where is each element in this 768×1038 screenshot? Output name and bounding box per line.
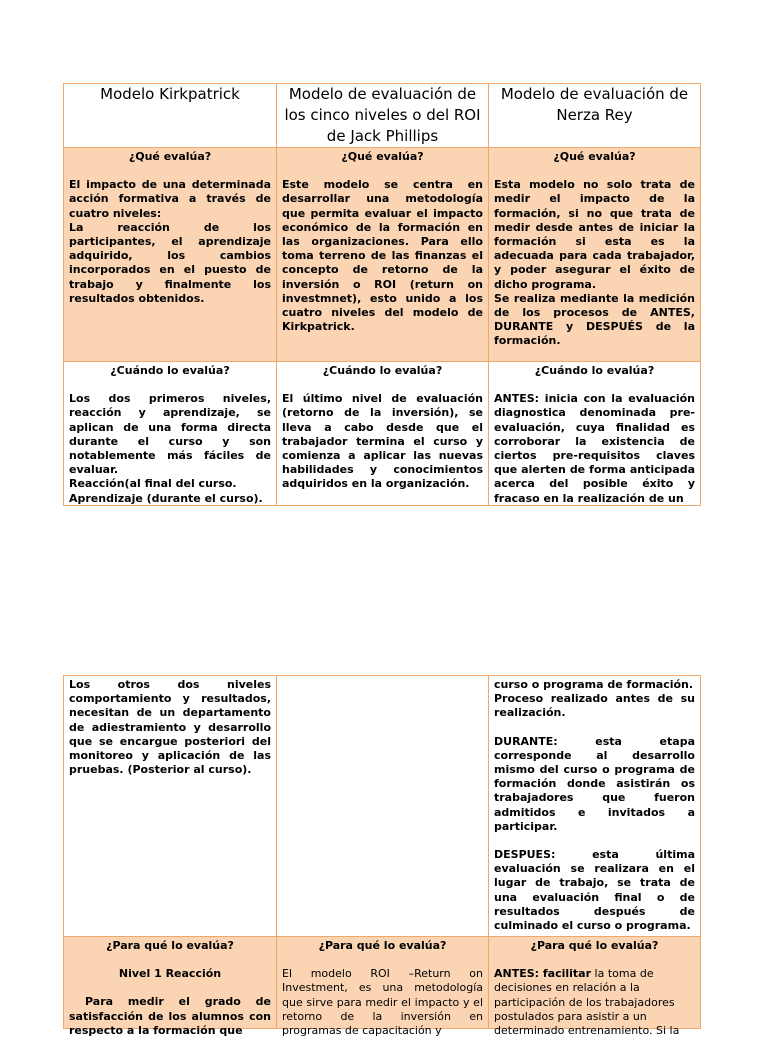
cell-para-nerza-rey [489,937,701,1038]
header-kirkpatrick: Modelo Kirkpatrick [64,84,277,148]
header-row [64,84,701,148]
paragraph: Se realiza mediante la medición de los procesos de ANTES, DURANTE y DESPUÉS de la formación. [494,291,695,348]
question-label: ¿Qué evalúa? [128,150,212,163]
comparison-table-page-2 [63,675,701,1038]
row-que-evalua [64,148,701,362]
question-label: ¿Cuándo lo evalúa? [534,364,655,377]
paragraph: La reacción de los participantes, el aprendizaje adquirido, los cambios incorporados en el puesto de trabajo y finalmente los resultados obtenidos. [69,220,271,305]
paragraph: Reacción(al final del curso. [69,477,237,491]
row-cuando-evalua [64,362,701,506]
cell-para-kirkpatrick [64,937,277,1037]
header-phillips: Modelo de evaluación de los cinco niveles o del ROI de Jack Phillips [277,84,489,148]
cell-cont-nerza-rey [489,676,701,937]
cell-cont-phillips [277,676,489,937]
paragraph: Para medir el grado de satisfacción de los alumnos con respecto a la formación que [69,995,271,1037]
cell-cuando-phillips [277,362,489,506]
question-label: ¿Cuándo lo evalúa? [110,364,230,377]
paragraph: Este modelo se centra en desarrollar una metodología que permita evaluar el impacto económico de la formación en las organizaciones. Para ello toma terreno de las finanzas el concepto de retorno de la inversión o ROI (return on investmnet), esto unido a los cuatro niveles del modelo de Kirkpatrick. [282,178,483,334]
paragraph-rest: la toma de decisiones en relación a la participación de los trabajadores postulados para asistir a un determinado entrenamiento. Si la [494,967,680,1038]
paragraph: ANTES: inicia con la evaluación diagnostica denominada pre-evaluación, cuya finalidad es corroborar la existencia de ciertos pre-requisitos claves que alerten de forma anticipada acerca del posible éxito y fracaso en la realización de un [494,392,695,505]
paragraph: Los otros dos niveles comportamiento y resultados, necesitan de un departamento de adiestramiento y desarrollo que se encargue posteriori del monitoreo y aplicación de las pruebas. (Posterior al curso). [69,678,271,777]
paragraph: DURANTE: esta etapa corresponde al desarrollo mismo del curso o programa de formación donde asistirán os trabajadores que fueron admitidos e invitados a participar. [494,734,695,833]
question-label: ¿Para qué lo evalúa? [318,939,447,952]
paragraph: Esta modelo no solo trata de medir el impacto de la formación, si no que trata de medir desde antes de iniciar la formación si esta es la adecuada para cada trabajador, y poder asegurar el éxito de dicho programa. [494,178,695,291]
cell-que-kirkpatrick [64,148,277,362]
paragraph: Los dos primeros niveles, reacción y aprendizaje, se aplican de una forma directa durante el curso y son notablemente más fáciles de evaluar. [69,392,271,477]
question-label: ¿Qué evalúa? [341,150,424,163]
row-cuando-continued [64,676,701,937]
paragraph-lead: ANTES: facilitar [494,967,592,981]
level-title: Nivel 1 Reacción [118,967,222,981]
comparison-table-page-1 [63,83,701,506]
cell-que-phillips [277,148,489,362]
cell-que-nerza-rey [489,148,701,362]
question-label: ¿Cuándo lo evalúa? [322,364,443,377]
paragraph: Aprendizaje (durante el curso). [69,491,263,505]
row-para-que-evalua [64,937,701,1029]
paragraph: Proceso realizado antes de su realización. [494,692,695,720]
paragraph: DESPUES: esta última evaluación se realizara en el lugar de trabajo, se trata de una evaluación final o de resultados después de culminado el curso o programa. [494,848,695,933]
paragraph: El impacto de una determinada acción formativa a través de cuatro niveles: [69,178,271,220]
cell-cuando-nerza-rey [489,362,701,506]
question-label: ¿Qué evalúa? [553,150,636,163]
paragraph: El modelo ROI –Return on Investment, es una metodología que sirve para medir el impacto y el retorno de la inversión en programas de capacitación y [282,967,483,1038]
header-nerza-rey: Modelo de evaluación de Nerza Rey [489,84,701,148]
cell-cont-kirkpatrick [64,676,277,937]
question-label: ¿Para qué lo evalúa? [106,939,234,952]
question-label: ¿Para qué lo evalúa? [530,939,659,952]
cell-para-phillips [277,937,489,1038]
paragraph [494,967,695,1038]
paragraph: El último nivel de evaluación (retorno de la inversión), se lleva a cabo desde que el trabajador termina el curso y comienza a aplicar las nuevas habilidades y conocimientos adquiridos en la organización. [282,392,483,491]
cell-cuando-kirkpatrick [64,362,277,506]
paragraph: curso o programa de formación. [494,678,694,691]
